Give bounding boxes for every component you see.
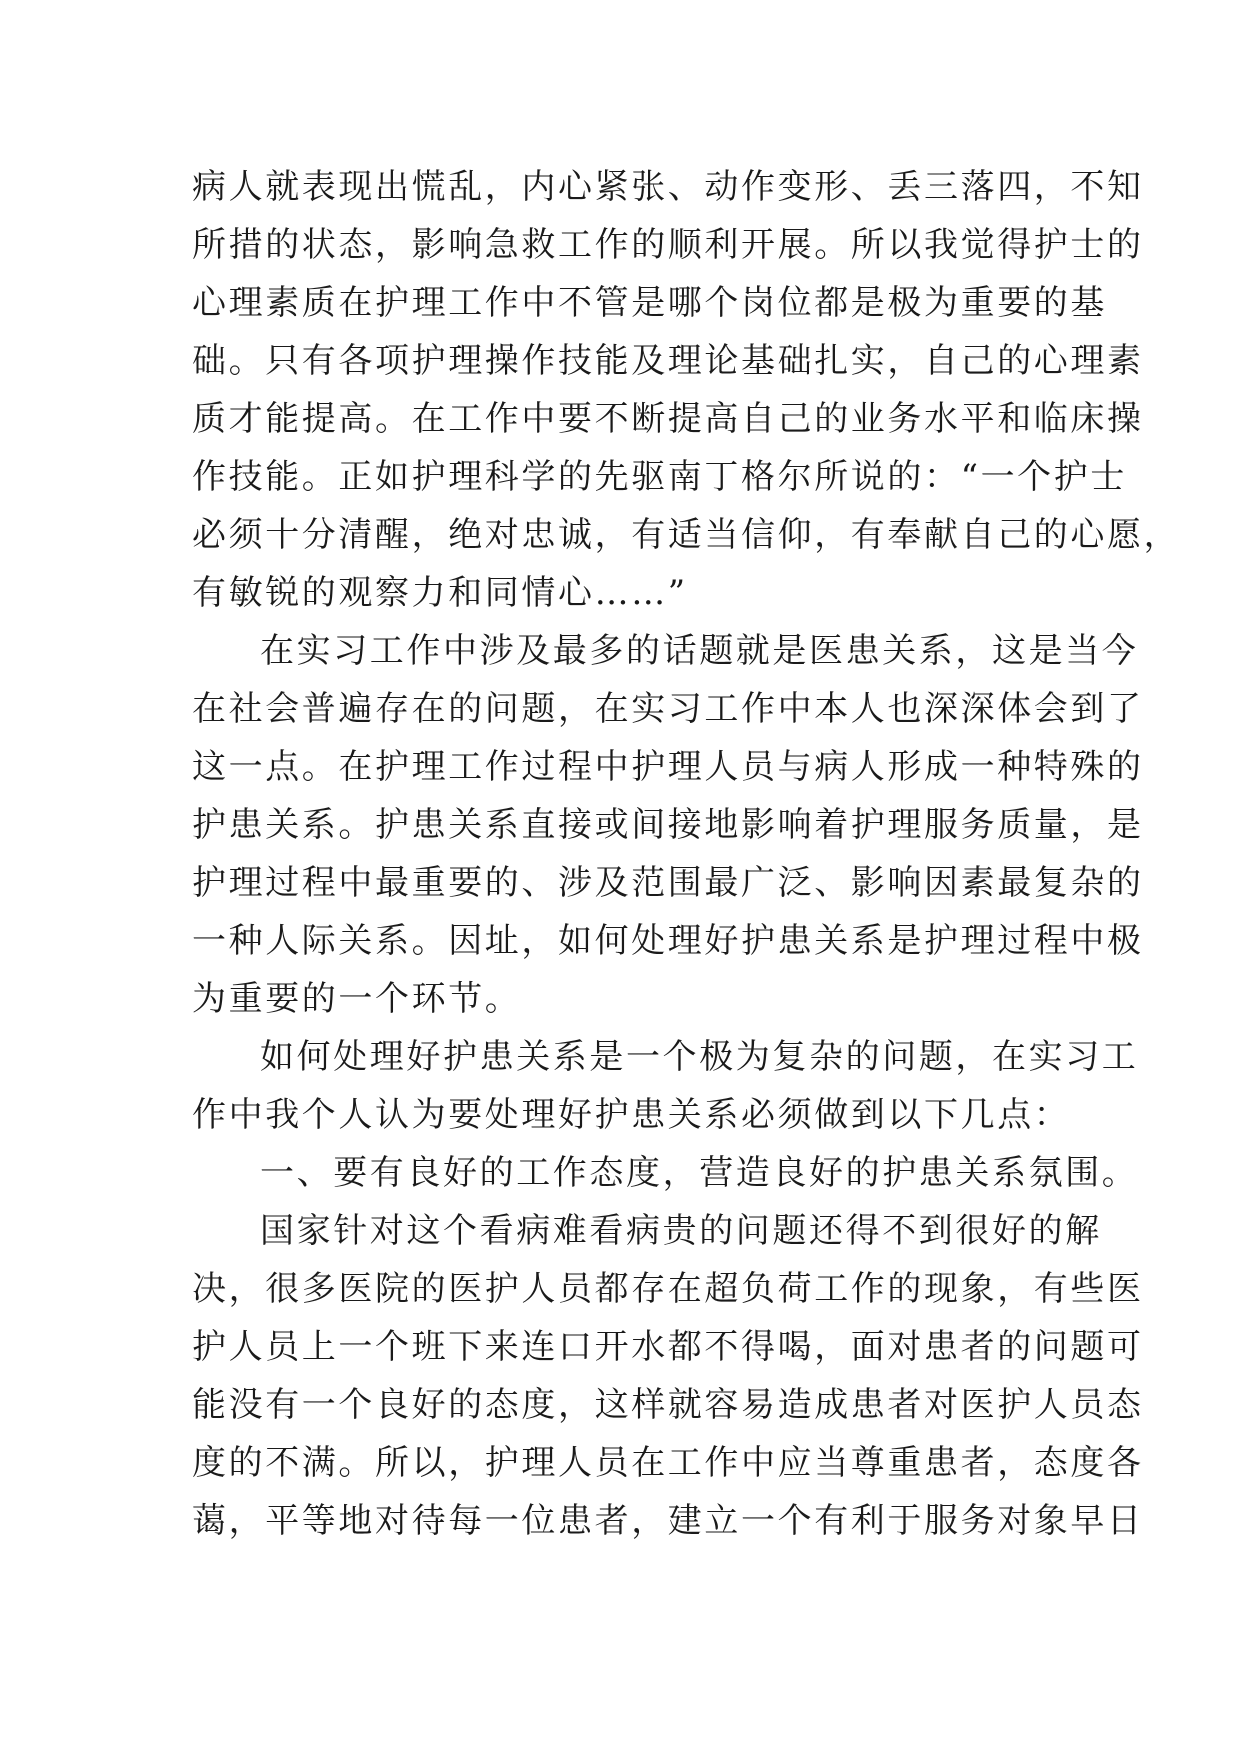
text-line: 度的不满。所以，护理人员在工作中应当尊重患者，态度各 (192, 1443, 1144, 1483)
text-line: 如何处理好护患关系是一个极为复杂的问题，在实习工 (260, 1037, 1139, 1077)
text-line: 在社会普遍存在的问题，在实习工作中本人也深深体会到了 (192, 689, 1144, 729)
paragraph (192, 1202, 1144, 1550)
text-line: 护人员上一个班下来连口开水都不得喝，面对患者的问题可 (192, 1327, 1144, 1367)
text-line: 蔼，平等地对待每一位患者，建立一个有利于服务对象早日 (192, 1501, 1144, 1541)
text-line: 础。只有各项护理操作技能及理论基础扎实，自己的心理素 (192, 341, 1144, 381)
text-line: 病人就表现出慌乱，内心紧张、动作变形、丢三落四，不知 (192, 167, 1144, 207)
text-line: 心理素质在护理工作中不管是哪个岗位都是极为重要的基 (192, 283, 1107, 323)
text-line: 决，很多医院的医护人员都存在超负荷工作的现象，有些医 (192, 1269, 1144, 1309)
document-body (192, 158, 1181, 1550)
paragraph (192, 1028, 1139, 1144)
text-line: 所措的状态，影响急救工作的顺利开展。所以我觉得护士的 (192, 225, 1144, 265)
text-line: 必须十分清醒，绝对忠诚，有适当信仰，有奉献自己的心愿， (192, 515, 1181, 555)
paragraph (192, 158, 1181, 622)
text-line: 国家针对这个看病难看病贵的问题还得不到很好的解 (260, 1211, 1102, 1251)
text-line: 有敏锐的观察力和同情心……” (192, 573, 688, 613)
section-heading (192, 1144, 1139, 1202)
text-line: 能没有一个良好的态度，这样就容易造成患者对医护人员态 (192, 1385, 1144, 1425)
text-line: 为重要的一个环节。 (192, 979, 522, 1019)
text-line: 作技能。正如护理科学的先驱南丁格尔所说的：“一个护士 (192, 457, 1127, 497)
text-line: 质才能提高。在工作中要不断提高自己的业务水平和临床操 (192, 399, 1144, 439)
paragraph (192, 622, 1144, 1028)
text-line: 护患关系。护患关系直接或间接地影响着护理服务质量，是 (192, 805, 1144, 845)
text-line: 一、要有良好的工作态度，营造良好的护患关系氛围。 (260, 1153, 1139, 1193)
text-line: 一种人际关系。因址，如何处理好护患关系是护理过程中极 (192, 921, 1144, 961)
text-line: 在实习工作中涉及最多的话题就是医患关系，这是当今 (260, 631, 1139, 671)
text-line: 这一点。在护理工作过程中护理人员与病人形成一种特殊的 (192, 747, 1144, 787)
text-line: 作中我个人认为要处理好护患关系必须做到以下几点： (192, 1095, 1071, 1135)
text-line: 护理过程中最重要的、涉及范围最广泛、影响因素最复杂的 (192, 863, 1144, 903)
